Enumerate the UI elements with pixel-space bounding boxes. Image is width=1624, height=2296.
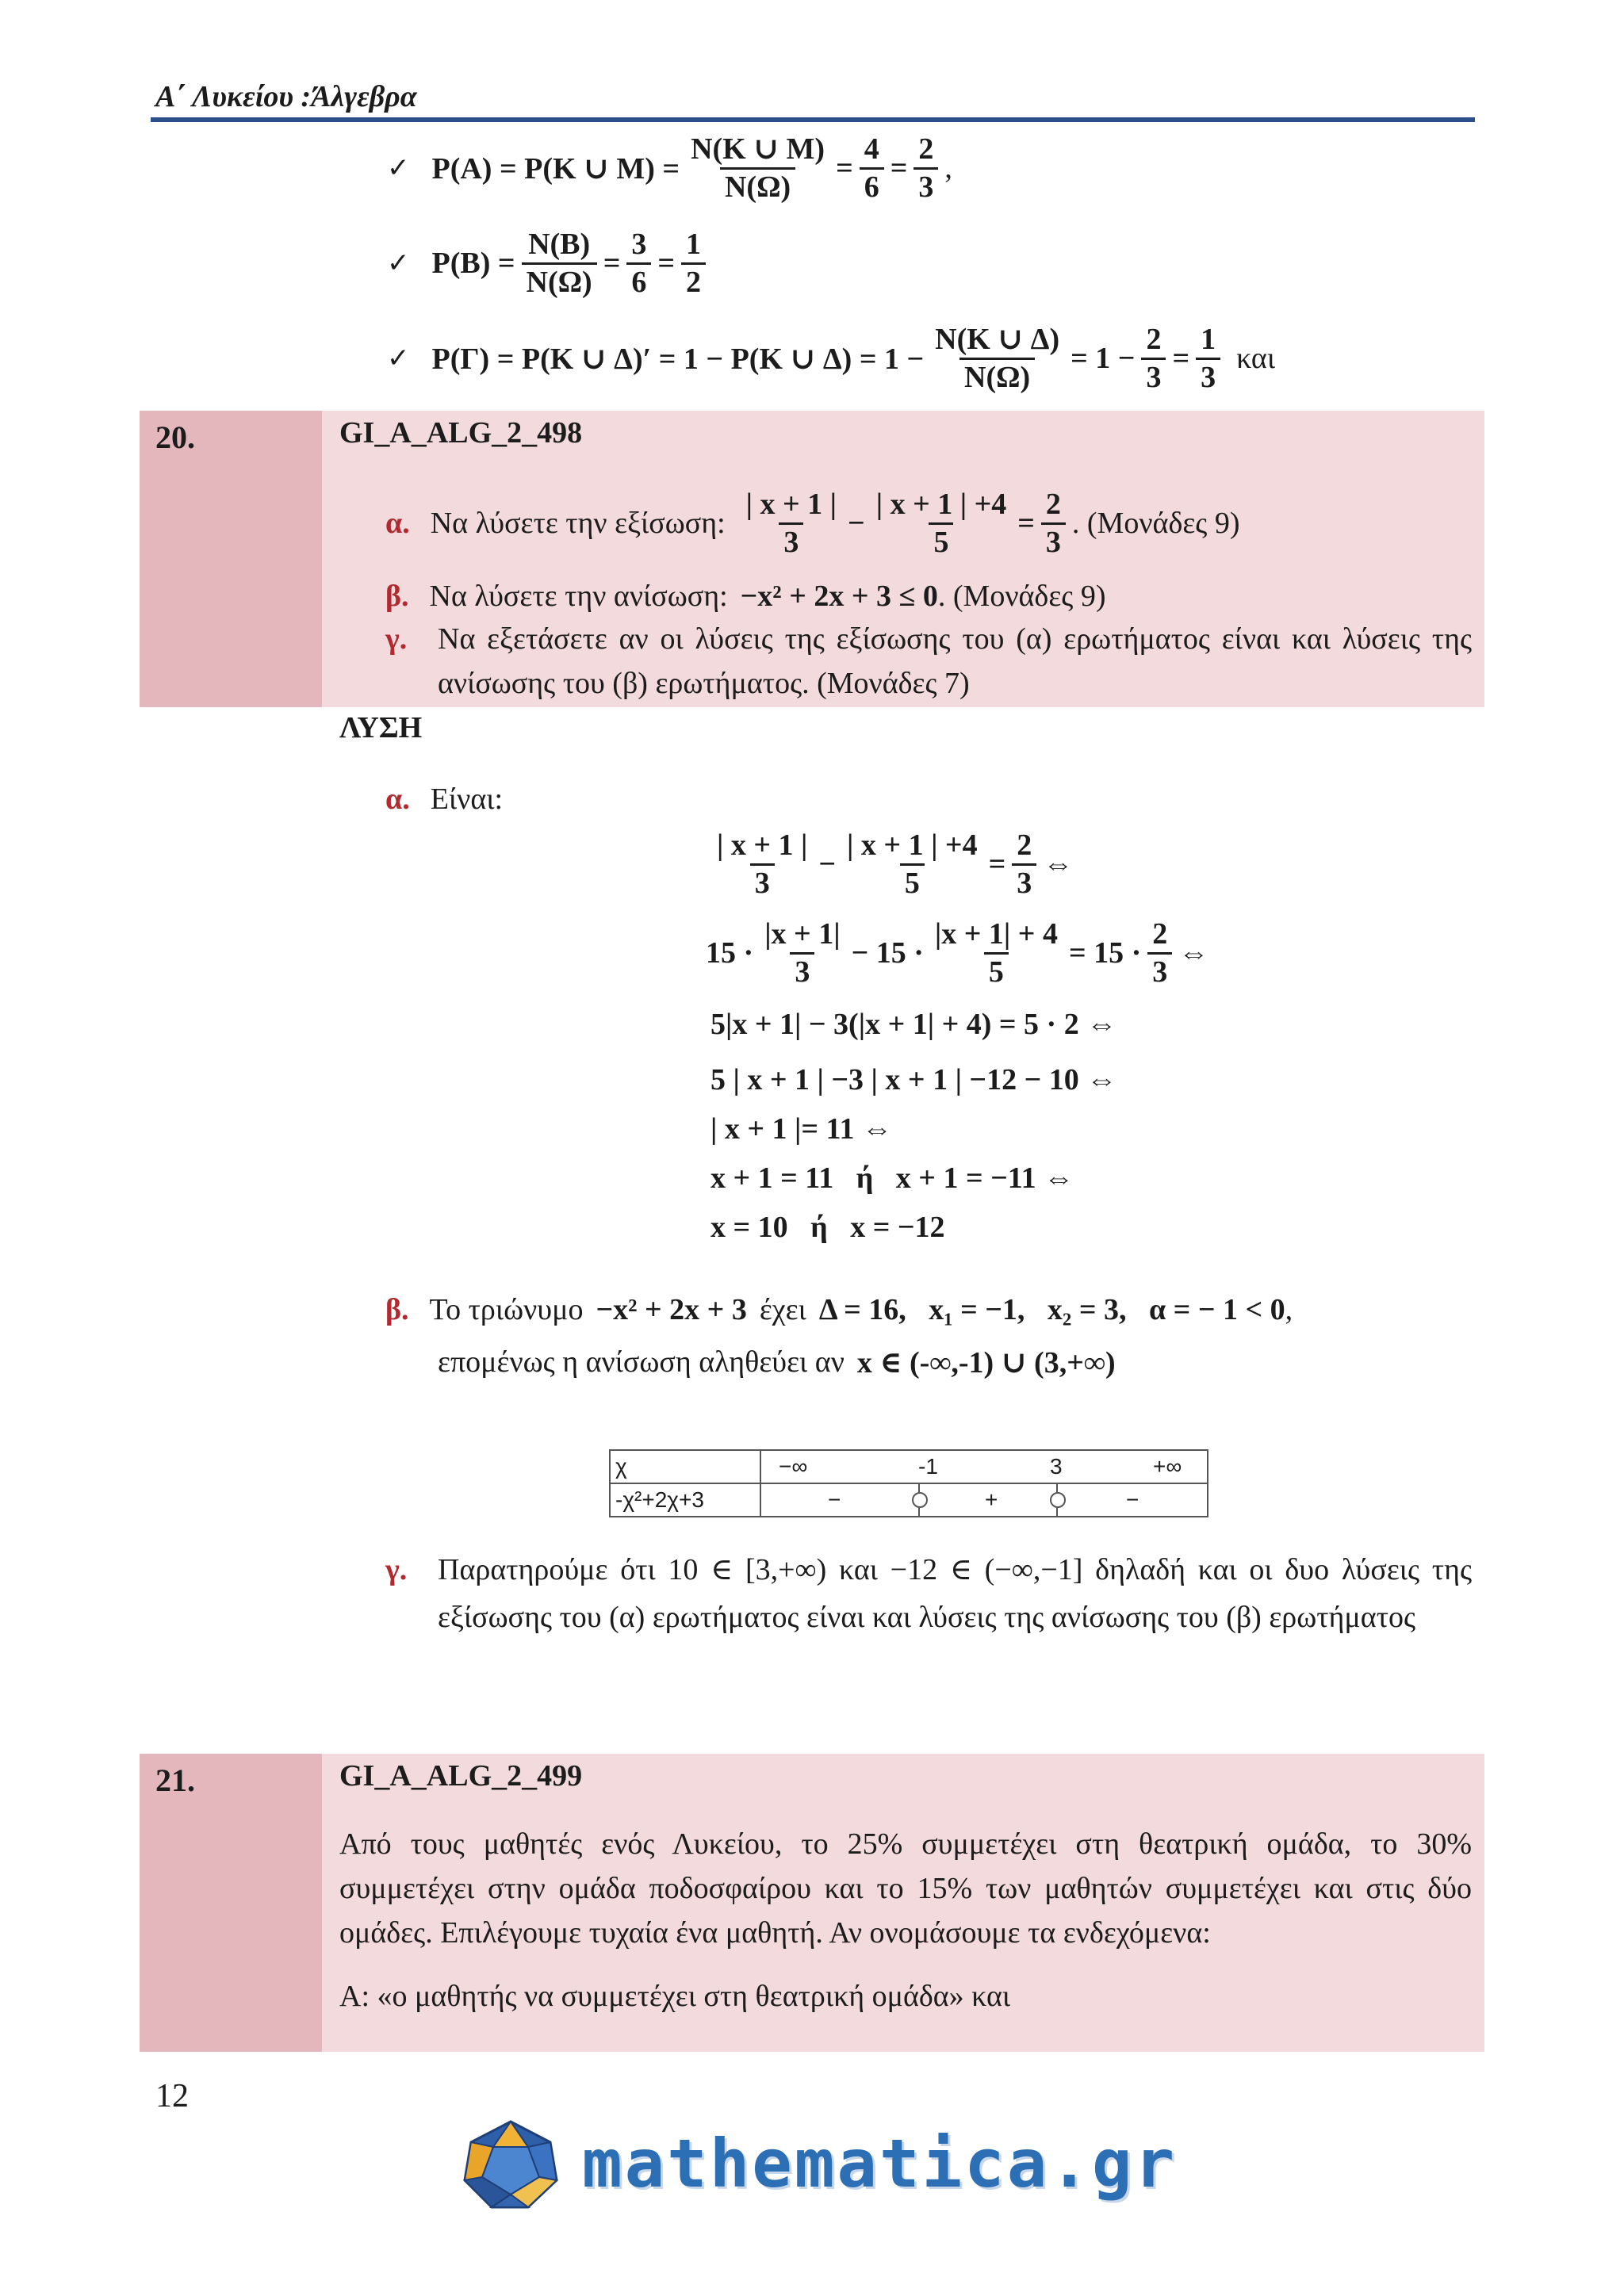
solution-heading: ΛΥΣΗ: [339, 711, 423, 744]
fraction: $\frac{N(B)}{N(\Omega)}$: [522, 227, 597, 300]
fraction: $\frac{2}{3}$: [1041, 487, 1066, 561]
exercise-20-number: 20.: [155, 419, 195, 455]
sign-table: [609, 1449, 1208, 1517]
prob-a-line: ✓ P(A) = P(K ∪ M) = $\frac{N(K \cup M)}{N(\Omega)}$ = $\frac{4}{6}$ = $\frac{2}{3}$ ,: [387, 132, 952, 204]
solution-a-step-2: 15 · $\frac{|x + 1|}{3}$ − 15 · $\frac{|x + 1| + 4}{5}$ = 15 · $\frac{2}{3}$ ⇔: [706, 916, 1209, 989]
solution-a-line-6: x + 1 = 11 ή x + 1 = −11 ⇔: [710, 1161, 1074, 1195]
logo-text: mathematica.gr: [582, 2125, 1178, 2202]
fraction: $\frac{2}{3}$: [1141, 322, 1166, 396]
exercise-20-part-b: β. Να λύσετε την ανίσωση: −x² + 2x + 3 ≤ 0 . (Μονάδες 9): [385, 580, 1106, 613]
fraction: $\frac{3}{6}$: [626, 227, 651, 300]
fraction: $\frac{| x + 1 |}{3}$: [745, 487, 837, 559]
exercise-20-part-c: γ. Να εξετάσετε αν οι λύσεις της εξίσωσης του (α) ερωτήματος είναι και λύσεις της ανίσωσης του (β) ερωτήματος. (Μονάδες 7): [385, 622, 1472, 700]
page-header-title: Α΄ Λυκείου :Άλγεβρα: [155, 80, 417, 113]
header-rule: [151, 117, 1475, 122]
checkmark-icon: ✓: [387, 152, 410, 184]
fraction: $\frac{|x + 1|}{3}$: [764, 916, 841, 989]
fraction: $\frac{2}{3}$: [1147, 916, 1172, 990]
fraction: $\frac{2}{3}$: [914, 132, 938, 205]
exercise-21-text: Από τους μαθητές ενός Λυκείου, το 25% συμμετέχει στη θεατρική ομάδα, το 30% συμμετέχει στην ομάδα ποδοσφαίρου και το 15% των μαθητών συμμετέχει και στις δύο ομάδες. Επιλέγουμε τυχαία ένα μαθητή. Αν ονομάσουμε τα ενδεχόμενα:: [339, 1827, 1472, 1950]
exercise-20-part-a: α. Να λύσετε την εξίσωση: $\frac{| x + 1 |}{3}$ − $\frac{| x + 1 | +4}{5}$ = $\frac{2}{3}$ . (Μονάδες 9): [385, 487, 1240, 559]
solution-b-line-2: επομένως η ανίσωση αληθεύει αν x ∈ (-∞,-1) ∪ (3,+∞): [438, 1345, 1116, 1380]
checkmark-icon: ✓: [387, 342, 410, 374]
solution-a-line-3: 5|x + 1| − 3(|x + 1| + 4) = 5 · 2 ⇔: [710, 1008, 1117, 1041]
exercise-21-code: GI_A_ALG_2_499: [339, 1759, 583, 1793]
fraction: $\frac{1}{2}$: [681, 227, 706, 300]
fraction: $\frac{N(K \cup \Delta)}{N(\Omega)}$: [935, 322, 1060, 394]
exercise-21-number: 21.: [155, 1762, 195, 1798]
solution-a-intro: α. Είναι:: [385, 783, 504, 816]
solution-a-line-4: 5 | x + 1 | −3 | x + 1 | −12 − 10 ⇔: [710, 1063, 1117, 1096]
checkmark-icon: ✓: [387, 247, 410, 279]
root-marker: [912, 1492, 928, 1508]
solution-b-line-1: β. Το τριώνυμο −x² + 2x + 3 έχει Δ = 16, x₁ = −1, x₂ = 3, α = − 1 < 0 ,: [385, 1293, 1293, 1326]
fraction: $\frac{| x + 1 |}{3}$: [717, 828, 808, 900]
fraction: $\frac{1}{3}$: [1196, 322, 1220, 396]
exercise-20-code: GI_A_ALG_2_498: [339, 416, 583, 450]
exercise-21-event-a: Α: «ο μαθητής να συμμετέχει στη θεατρική ομάδα» και: [339, 1980, 1011, 2013]
solution-c: γ. Παρατηρούμε ότι 10 ∈ [3,+∞) και −12 ∈ (−∞,−1] δηλαδή και οι δυο λύσεις της εξίσωσης του (α) ερωτήματος είναι και λύσεις της ανίσωσης του (β) ερωτήματος: [385, 1553, 1472, 1634]
solution-a-line-5: | x + 1 |= 11 ⇔: [710, 1112, 892, 1146]
sign-table-row-expr: -χ²+2χ+3 − + −: [610, 1483, 1208, 1517]
fraction: $\frac{2}{3}$: [1012, 828, 1036, 901]
site-logo: [462, 2118, 1178, 2206]
solution-a-step-1: $\frac{| x + 1 |}{3}$ − $\frac{| x + 1 | +4}{5}$ = $\frac{2}{3}$ ⇔: [706, 825, 1073, 904]
fraction: $\frac{| x + 1 | +4}{5}$: [847, 828, 978, 900]
prob-b-line: ✓ P(B) = $\frac{N(B)}{N(\Omega)}$ = $\frac{3}{6}$ = $\frac{1}{2}$: [387, 224, 712, 303]
fraction: $\frac{N(K \cup M)}{N(\Omega)}$: [691, 132, 825, 204]
prob-g-line: ✓ P(Γ) = P(K ∪ Δ)′ = 1 − P(K ∪ Δ) = 1 − $\frac{N(K \cup \Delta)}{N(\Omega)}$ = 1 − $\frac{2}{3}$ = $\frac{1}{3}$ και: [387, 322, 1276, 394]
solution-a-line-7: x = 10 ή x = −12: [710, 1211, 945, 1244]
fraction: $\frac{| x + 1 | +4}{5}$: [875, 487, 1007, 559]
polyhedron-icon: [462, 2118, 560, 2212]
root-marker: [1050, 1492, 1066, 1508]
page-number: 12: [155, 2078, 189, 2114]
fraction: $\frac{|x + 1| + 4}{5}$: [934, 916, 1058, 989]
sign-table-row-x: χ −∞ -1 3 +∞: [610, 1450, 1208, 1483]
fraction: $\frac{4}{6}$: [860, 132, 884, 205]
